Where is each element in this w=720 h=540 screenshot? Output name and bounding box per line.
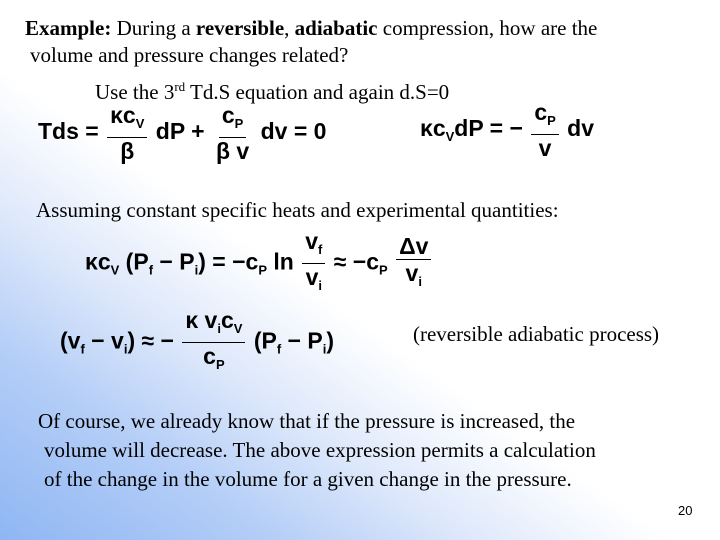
assumption-line: Assuming constant specific heats and experimental quantities: bbox=[36, 198, 559, 222]
equation-integrated: $\kappa c_V$ $(P_f - P_i) = -c_P$ ln $\frac{v_f}{v_i}$ ≈ $-c_P$ $\frac{\Delta v}{v_i}$ bbox=[85, 229, 433, 298]
conclusion-line-1: Of course, we already know that if the pressure is increased, the bbox=[38, 409, 576, 433]
fraction-cp-over-beta-v: $\frac{c_P}{\text{β v}}$ bbox=[215, 102, 250, 164]
fraction-vf-over-vi: $\frac{v_f}{v_i}$ bbox=[302, 229, 325, 298]
fraction-delta-v-over-vi: $\frac{\Delta v}{v_i}$ bbox=[396, 234, 431, 294]
equation-volume-change: $(v_f - v_i)$ ≈ − $\frac{\kappa v_ic_V}{c_P}$ $(P_f - P_i)$ bbox=[60, 308, 334, 377]
example-line-2: volume and pressure changes related? bbox=[30, 43, 349, 67]
page-number: 20 bbox=[678, 503, 693, 518]
adiabatic-term: adiabatic bbox=[294, 16, 378, 40]
fraction-cp-over-v: $\frac{c_P}{v}$ bbox=[531, 100, 558, 160]
fraction-kcv-over-beta: $\frac{\kappa c_V}{\beta}$ bbox=[107, 103, 147, 163]
equation-kcv-dp: $\kappa c_VdP$ = − $\frac{c_P}{v}$ dv bbox=[420, 99, 595, 161]
use-equation-line: Use the 3rd Td.S equation and again d.S=0 bbox=[95, 79, 450, 104]
reversible-term: reversible bbox=[195, 16, 285, 40]
fraction-kvicv-over-cp: $\frac{\kappa v_ic_V}{c_P}$ bbox=[182, 308, 245, 377]
process-note: (reversible adiabatic process) bbox=[413, 322, 660, 346]
conclusion-line-3: of the change in the volume for a given change in the pressure. bbox=[44, 467, 572, 491]
example-label: Example: bbox=[25, 16, 112, 40]
example-line-1: Example: During a reversible, adiabatic compression, how are the bbox=[25, 16, 598, 40]
conclusion-line-2: volume will decrease. The above expression permits a calculation bbox=[44, 438, 596, 462]
equation-tds: Tds = $\frac{\kappa c_V}{\beta}$ dP + $\frac{c_P}{\text{β v}}$ dv = 0 bbox=[38, 102, 327, 164]
